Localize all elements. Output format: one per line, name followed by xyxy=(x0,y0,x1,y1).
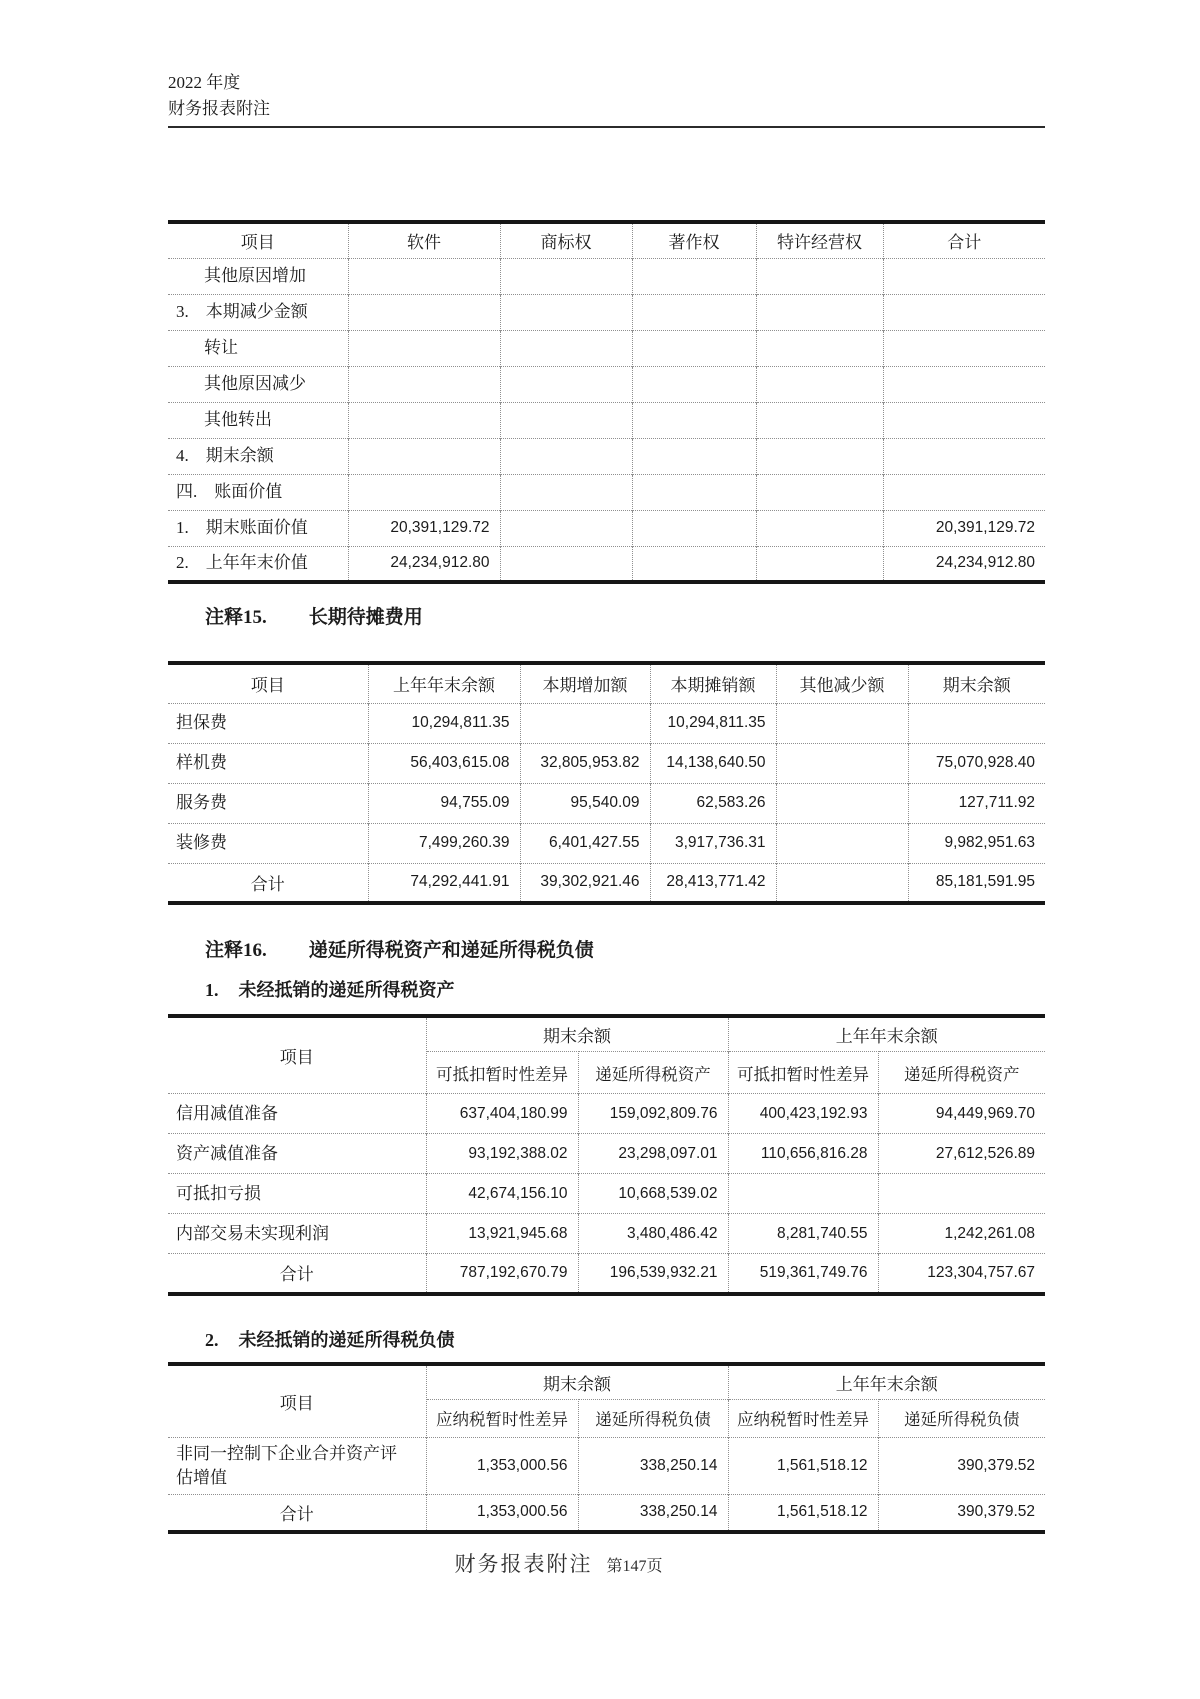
deferred-tax-liabilities-body xyxy=(168,1437,1045,1532)
value-cell: 338,250.14 xyxy=(578,1437,728,1494)
sub-header-dtl-opening: 递延所得税负债 xyxy=(878,1399,1045,1437)
value-cell xyxy=(348,474,500,510)
value-cell xyxy=(348,438,500,474)
value-cell: 787,192,670.79 xyxy=(426,1254,578,1294)
value-cell xyxy=(500,438,632,474)
row-label: 担保费 xyxy=(168,703,368,743)
value-cell: 62,583.26 xyxy=(650,783,776,823)
table-row xyxy=(168,294,1045,330)
table-row xyxy=(168,474,1045,510)
value-cell: 24,234,912.80 xyxy=(883,546,1045,582)
value-cell: 519,361,749.76 xyxy=(728,1254,878,1294)
value-cell xyxy=(883,402,1045,438)
value-cell xyxy=(756,438,883,474)
sub-header-dta-opening: 递延所得税资产 xyxy=(878,1052,1045,1094)
value-cell xyxy=(632,294,756,330)
row-label: 可抵扣亏损 xyxy=(168,1174,426,1214)
note16-sub1-heading xyxy=(205,976,1045,1002)
table-row xyxy=(168,863,1045,903)
table-row xyxy=(168,366,1045,402)
value-cell xyxy=(632,330,756,366)
value-cell xyxy=(348,402,500,438)
value-cell: 94,449,969.70 xyxy=(878,1094,1045,1134)
value-cell xyxy=(348,294,500,330)
value-cell xyxy=(756,474,883,510)
row-label: 四. 账面价值 xyxy=(168,474,348,510)
col-header-item: 项目 xyxy=(168,1364,426,1438)
value-cell: 196,539,932.21 xyxy=(578,1254,728,1294)
row-label: 2. 上年年末价值 xyxy=(168,546,348,582)
value-cell xyxy=(500,330,632,366)
value-cell: 10,294,811.35 xyxy=(368,703,520,743)
value-cell xyxy=(632,510,756,546)
table-row xyxy=(168,510,1045,546)
sub-header-deductible-diff-opening: 可抵扣暂时性差异 xyxy=(728,1052,878,1094)
value-cell xyxy=(632,474,756,510)
value-cell: 23,298,097.01 xyxy=(578,1134,728,1174)
col-header-trademark: 商标权 xyxy=(500,222,632,258)
value-cell: 127,711.92 xyxy=(908,783,1045,823)
value-cell: 10,294,811.35 xyxy=(650,703,776,743)
value-cell xyxy=(883,258,1045,294)
footer-title: 财务报表附注 xyxy=(454,1552,593,1576)
deferred-tax-assets-table xyxy=(168,1014,1045,1296)
value-cell: 74,292,441.91 xyxy=(368,863,520,903)
value-cell: 1,242,261.08 xyxy=(878,1214,1045,1254)
value-cell: 1,353,000.56 xyxy=(426,1494,578,1532)
value-cell xyxy=(500,366,632,402)
deferred-tax-liabilities-header xyxy=(168,1364,1045,1438)
note15-heading xyxy=(205,602,1045,629)
row-label: 其他原因减少 xyxy=(168,366,348,402)
doc-header-year: 2022 年度 xyxy=(168,73,241,92)
table-row xyxy=(168,783,1045,823)
row-label: 1. 期末账面价值 xyxy=(168,510,348,546)
value-cell xyxy=(500,258,632,294)
table-row xyxy=(168,438,1045,474)
value-cell: 1,561,518.12 xyxy=(728,1437,878,1494)
group-header-opening: 上年年末余额 xyxy=(835,1027,938,1046)
value-cell xyxy=(632,366,756,402)
sub-header-dta-closing: 递延所得税资产 xyxy=(578,1052,728,1094)
value-cell xyxy=(883,438,1045,474)
row-label: 信用减值准备 xyxy=(168,1094,426,1134)
value-cell xyxy=(500,294,632,330)
note16-heading xyxy=(205,935,1045,962)
footer-page-number: 第147页 xyxy=(606,1558,663,1575)
value-cell xyxy=(756,402,883,438)
value-cell: 42,674,156.10 xyxy=(426,1174,578,1214)
value-cell: 3,480,486.42 xyxy=(578,1214,728,1254)
table-row xyxy=(168,703,1045,743)
sub-header-taxable-diff-closing: 应纳税暂时性差异 xyxy=(426,1399,578,1437)
row-label: 装修费 xyxy=(168,823,368,863)
value-cell xyxy=(756,546,883,582)
deferred-expense-table-header xyxy=(168,663,1045,703)
value-cell: 8,281,740.55 xyxy=(728,1214,878,1254)
value-cell xyxy=(348,330,500,366)
col-header-copyright: 著作权 xyxy=(632,222,756,258)
row-label: 合计 xyxy=(168,1494,426,1532)
value-cell xyxy=(776,743,908,783)
deferred-tax-assets-body xyxy=(168,1094,1045,1294)
value-cell xyxy=(756,366,883,402)
value-cell: 28,413,771.42 xyxy=(650,863,776,903)
value-cell: 400,423,192.93 xyxy=(728,1094,878,1134)
doc-header-title: 财务报表附注 xyxy=(168,99,270,118)
value-cell xyxy=(756,510,883,546)
table-row xyxy=(168,1174,1045,1214)
value-cell xyxy=(776,703,908,743)
value-cell: 123,304,757.67 xyxy=(878,1254,1045,1294)
col-header-franchise: 特许经营权 xyxy=(756,222,883,258)
value-cell: 85,181,591.95 xyxy=(908,863,1045,903)
deferred-tax-liabilities-table xyxy=(168,1362,1045,1535)
value-cell: 13,921,945.68 xyxy=(426,1214,578,1254)
value-cell: 6,401,427.55 xyxy=(520,823,650,863)
page-content xyxy=(168,0,1045,1534)
value-cell xyxy=(632,438,756,474)
note16-number: 注释16. xyxy=(205,940,267,961)
col-header-item: 项目 xyxy=(168,663,368,703)
col-header-total: 合计 xyxy=(947,233,982,253)
table-row xyxy=(168,402,1045,438)
row-label: 合计 xyxy=(168,1254,426,1294)
value-cell: 93,192,388.02 xyxy=(426,1134,578,1174)
value-cell xyxy=(500,546,632,582)
value-cell: 32,805,953.82 xyxy=(520,743,650,783)
value-cell: 10,668,539.02 xyxy=(578,1174,728,1214)
value-cell xyxy=(883,294,1045,330)
value-cell: 20,391,129.72 xyxy=(348,510,500,546)
row-label: 3. 本期减少金额 xyxy=(168,294,348,330)
value-cell xyxy=(500,510,632,546)
sub1-title: 未经抵销的递延所得税资产 xyxy=(238,980,455,1000)
value-cell xyxy=(883,474,1045,510)
value-cell: 94,755.09 xyxy=(368,783,520,823)
table-row xyxy=(168,823,1045,863)
table-row xyxy=(168,743,1045,783)
group-header-closing: 期末余额 xyxy=(426,1016,728,1052)
sub-header-taxable-diff-opening: 应纳税暂时性差异 xyxy=(728,1399,878,1437)
value-cell xyxy=(883,366,1045,402)
sub2-title: 未经抵销的递延所得税负债 xyxy=(238,1329,455,1350)
intangible-assets-table xyxy=(168,220,1045,584)
col-header-item: 项目 xyxy=(168,1016,426,1094)
col-header-other-decrease: 其他减少额 xyxy=(776,663,908,703)
value-cell xyxy=(776,783,908,823)
sub-header-deductible-diff-closing: 可抵扣暂时性差异 xyxy=(426,1052,578,1094)
row-label: 其他原因增加 xyxy=(168,258,348,294)
value-cell: 637,404,180.99 xyxy=(426,1094,578,1134)
value-cell: 159,092,809.76 xyxy=(578,1094,728,1134)
note16-sub2-heading xyxy=(205,1326,1045,1352)
value-cell xyxy=(883,330,1045,366)
row-label: 4. 期末余额 xyxy=(168,438,348,474)
value-cell: 7,499,260.39 xyxy=(368,823,520,863)
value-cell: 75,070,928.40 xyxy=(908,743,1045,783)
value-cell: 1,561,518.12 xyxy=(728,1494,878,1532)
value-cell: 9,982,951.63 xyxy=(908,823,1045,863)
sub2-number: 2. xyxy=(205,1329,219,1350)
deferred-tax-assets-header xyxy=(168,1016,1045,1094)
note16-title: 递延所得税资产和递延所得税负债 xyxy=(308,940,594,961)
value-cell xyxy=(756,258,883,294)
value-cell xyxy=(348,366,500,402)
value-cell: 3,917,736.31 xyxy=(650,823,776,863)
note15-number: 注释15. xyxy=(205,607,267,628)
value-cell: 95,540.09 xyxy=(520,783,650,823)
value-cell xyxy=(776,823,908,863)
value-cell xyxy=(632,258,756,294)
sub-header-dtl-closing: 递延所得税负债 xyxy=(578,1399,728,1437)
value-cell xyxy=(756,330,883,366)
row-label: 内部交易未实现利润 xyxy=(168,1214,426,1254)
group-header-opening: 上年年末余额 xyxy=(835,1374,938,1394)
value-cell xyxy=(878,1174,1045,1214)
table-row xyxy=(168,1094,1045,1134)
value-cell xyxy=(632,402,756,438)
deferred-expense-table-body xyxy=(168,703,1045,903)
col-header-software: 软件 xyxy=(348,222,500,258)
intangible-table-header xyxy=(168,222,1045,258)
value-cell xyxy=(728,1174,878,1214)
value-cell xyxy=(632,546,756,582)
col-header-opening-balance: 上年年末余额 xyxy=(368,663,520,703)
value-cell xyxy=(500,402,632,438)
col-header-additions: 本期增加额 xyxy=(520,663,650,703)
value-cell: 56,403,615.08 xyxy=(368,743,520,783)
value-cell: 39,302,921.46 xyxy=(520,863,650,903)
table-row xyxy=(168,1134,1045,1174)
table-row xyxy=(168,1437,1045,1494)
long-term-deferred-expense-table xyxy=(168,661,1045,905)
table-row xyxy=(168,546,1045,582)
value-cell xyxy=(908,703,1045,743)
value-cell: 14,138,640.50 xyxy=(650,743,776,783)
row-label: 其他转出 xyxy=(168,402,348,438)
row-label: 样机费 xyxy=(168,743,368,783)
value-cell: 338,250.14 xyxy=(578,1494,728,1532)
intangible-table-body xyxy=(168,258,1045,582)
table-row xyxy=(168,1254,1045,1294)
value-cell: 390,379.52 xyxy=(878,1437,1045,1494)
value-cell: 390,379.52 xyxy=(878,1494,1045,1532)
doc-header xyxy=(168,0,1045,128)
value-cell: 20,391,129.72 xyxy=(883,510,1045,546)
row-label: 资产减值准备 xyxy=(168,1134,426,1174)
col-header-closing-balance: 期末余额 xyxy=(942,676,1011,696)
value-cell xyxy=(756,294,883,330)
value-cell xyxy=(500,474,632,510)
row-label: 转让 xyxy=(168,330,348,366)
table-row xyxy=(168,258,1045,294)
table-row xyxy=(168,1494,1045,1532)
page-footer xyxy=(120,1548,997,1578)
value-cell: 110,656,816.28 xyxy=(728,1134,878,1174)
group-header-closing: 期末余额 xyxy=(426,1364,728,1400)
sub1-number: 1. xyxy=(205,980,219,1000)
row-label: 非同一控制下企业合并资产评估增值 xyxy=(168,1437,426,1494)
value-cell xyxy=(776,863,908,903)
value-cell xyxy=(348,258,500,294)
note15-title: 长期待摊费用 xyxy=(308,607,423,628)
value-cell xyxy=(520,703,650,743)
table-row xyxy=(168,330,1045,366)
value-cell: 1,353,000.56 xyxy=(426,1437,578,1494)
row-label: 合计 xyxy=(168,863,368,903)
col-header-amortization: 本期摊销额 xyxy=(650,663,776,703)
row-label: 服务费 xyxy=(168,783,368,823)
value-cell: 27,612,526.89 xyxy=(878,1134,1045,1174)
header-rule xyxy=(168,126,1045,128)
value-cell: 24,234,912.80 xyxy=(348,546,500,582)
table-row xyxy=(168,1214,1045,1254)
col-header-item: 项目 xyxy=(168,222,348,258)
